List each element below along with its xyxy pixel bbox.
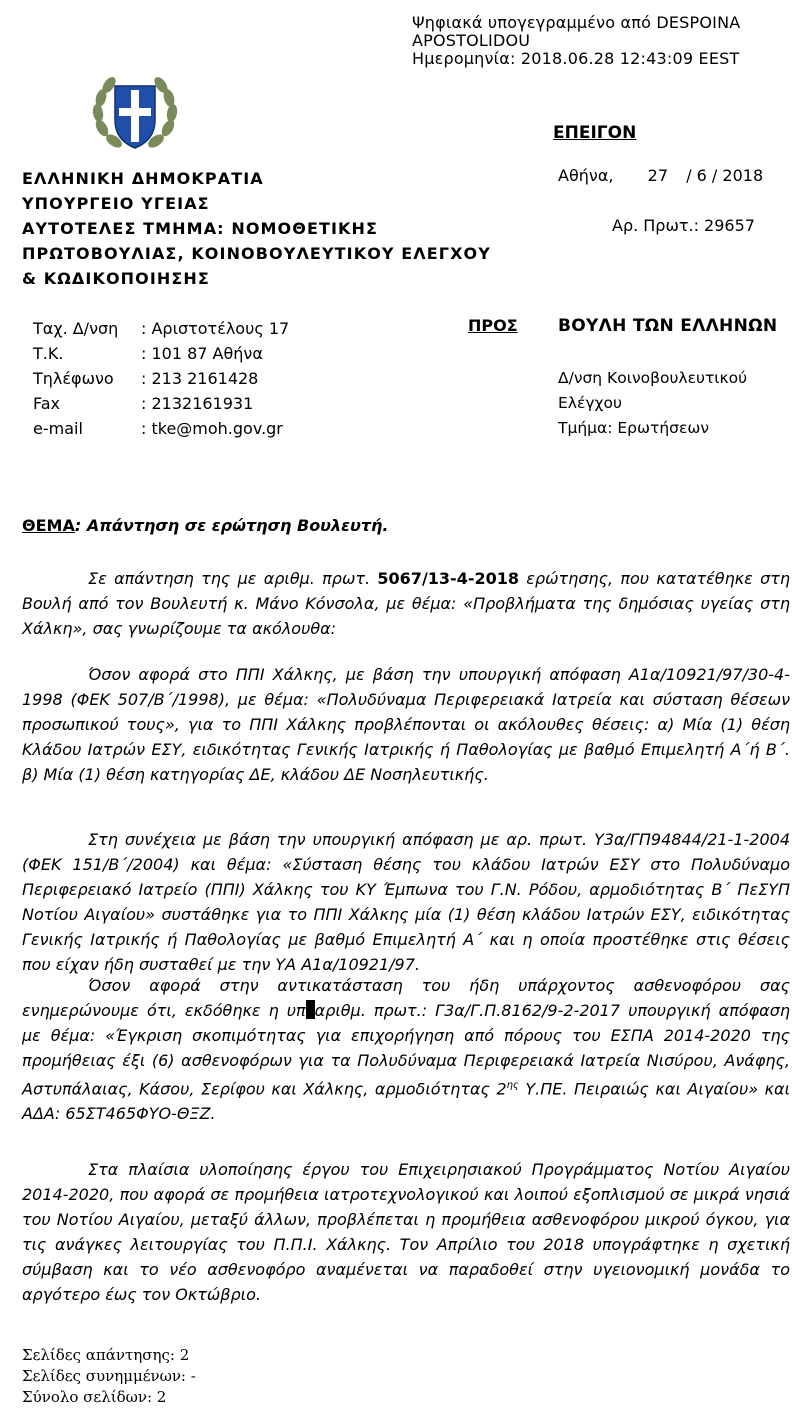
contact-value: : 213 2161428 (141, 369, 259, 388)
header-line-1: ΕΛΛΗΝΙΚΗ ΔΗΜΟΚΡΑΤΙΑ (22, 169, 264, 188)
pros-label: ΠΡΟΣ (468, 316, 518, 335)
date-month: / 6 / (686, 166, 718, 185)
header-line-2: ΥΠΟΥΡΓΕΙΟ ΥΓΕΙΑΣ (22, 194, 210, 213)
recipient-line-2: Ελέγχου (558, 394, 622, 412)
date-year: 2018 (722, 166, 764, 185)
recipient-line-3: Τμήμα: Ερωτήσεων (558, 419, 709, 437)
paragraph-4 (22, 973, 790, 1126)
contact-value: : tke@moh.gov.gr (141, 419, 283, 438)
contact-value: : Αριστοτέλους 17 (141, 319, 290, 338)
recipient-department (558, 366, 747, 441)
text-cursor-block (306, 1000, 315, 1019)
digital-signature-stamp (412, 14, 740, 68)
contact-value: : 2132161931 (141, 394, 254, 413)
paragraph-1 (22, 566, 790, 641)
paragraph-4-text-b: αριθμ. πρωτ.: Γ3α/Γ.Π.8162/9-2-2017 υπουργική απόφαση με θέμα: «Έγκριση σκοπιμότητας για επιχορήγηση από πόρους του ΕΣΠΑ 2014-2020 της προμήθειας έξι (6) ασθενοφόρων για τα Πολυδύναμα Περιφερειακά Ιατρεία Νισύρου, Ανάφης, Αστυπάλαιας, Κάσου, Σερίφου και Χάλκης, αρμοδιότητας 2 (22, 1001, 790, 1099)
contact-value: : 101 87 Αθήνα (141, 344, 263, 363)
signature-line-3: Ημερομηνία: 2018.06.28 12:43:09 EEST (412, 49, 740, 68)
date-day: 27 (647, 166, 668, 185)
hellenic-republic-emblem (90, 68, 180, 158)
subject-text: : Απάντηση σε ερώτηση Βουλευτή. (74, 516, 389, 535)
urgent-label: ΕΠΕΙΓΟΝ (553, 123, 637, 143)
paragraph-4-text-a: Όσον αφορά στην αντικατάσταση του ήδη υπάρχοντος ασθενοφόρου σας ενημερώνουμε ότι, εκδόθηκε η υπ (22, 976, 790, 1020)
signature-line-1: Ψηφιακά υπογεγραμμένο από DESPOINA (412, 13, 741, 32)
subject-label: ΘΕΜΑ (22, 516, 75, 535)
pages-attachments: Σελίδες συνημμένων: - (22, 1367, 196, 1385)
pages-total: Σύνολο σελίδων: 2 (22, 1388, 167, 1406)
page-count-info (22, 1345, 196, 1408)
subject-line (22, 516, 389, 535)
paragraph-1-text-a: Σε απάντηση της με αριθμ. πρωτ. (88, 569, 378, 588)
recipient-line-1: Δ/νση Κοινοβουλευτικού (558, 369, 748, 387)
paragraph-4-superscript: ης (506, 1080, 519, 1091)
recipient-name: ΒΟΥΛΗ ΤΩΝ ΕΛΛΗΝΩΝ (558, 316, 778, 336)
paragraph-3: Στη συνέχεια με βάση την υπουργική απόφαση με αρ. πρωτ. Υ3α/ΓΠ94844/21-1-2004 (ΦΕΚ 151/Β΄/2004) και θέμα: «Σύσταση θέσης του κλάδου Ιατρών ΕΣΥ στο Πολυδύναμο Περιφερειακό Ιατρείο (ΠΠΙ) Χάλκης του ΚΥ Έμπωνα του Γ.Ν. Ρόδου, αρμοδιότητας Β΄ ΠεΣΥΠ Νοτίου Αιγαίου» συστάθηκε για το ΠΠΙ Χάλκης μία (1) θέση κλάδου Ιατρών ΕΣΥ, ειδικότητας Γενικής Ιατρικής ή Παθολογίας με βαθμό Επιμελητή Α΄ και η οποία προστέθηκε στις θέσεις που είχαν ήδη συσταθεί με την ΥΑ Α1α/10921/97. (22, 830, 790, 974)
signature-line-2: APOSTOLIDOU (412, 31, 531, 50)
paragraph-4-text-c: Υ.ΠΕ. Πειραιώς και Αιγαίου» και ΑΔΑ: 65ΣΤ465ΦΥΟ-ΘΞΖ. (22, 1079, 791, 1124)
header-line-3: ΑΥΤΟΤΕΛΕΣ ΤΜΗΜΑ: ΝΟΜΟΘΕΤΙΚΗΣ (22, 219, 379, 238)
date-city: Αθήνα, (558, 166, 614, 185)
paragraph-5: Στα πλαίσια υλοποίησης έργου του Επιχειρησιακού Προγράμματος Νοτίου Αιγαίου 2014-2020, που αφορά σε προμήθεια ιατροτεχνολογικού και λοιπού εξοπλισμού σε μικρά νησιά του Νοτίου Αιγαίου, μεταξύ άλλων, προβλέπεται η προμήθεια ασθενοφόρου μικρού όγκου, για τις ανάγκες λειτουργίας του Π.Π.Ι. Χάλκης. Τον Απρίλιο του 2018 υπογράφτηκε η σχετική σύμβαση και το νέο ασθενοφόρο αναμένεται να παραδοθεί στην υγειονομική μονάδα το αργότερο έως τον Οκτώβριο. (22, 1160, 790, 1304)
pages-answer: Σελίδες απάντησης: 2 (22, 1346, 190, 1364)
header-line-4: ΠΡΩΤΟΒΟΥΛΙΑΣ, ΚΟΙΝΟΒΟΥΛΕΥΤΙΚΟΥ ΕΛΕΓΧΟΥ (22, 244, 491, 263)
contact-label: e-mail (33, 419, 83, 438)
document-date (558, 166, 763, 185)
paragraph-1-text-b: ερώτησης, που κατατέθηκε στη Βουλή από τον Βουλευτή κ. Μάνο Κόνσολα, με θέμα: «Προβλήματα της δημόσιας υγείας στη Χάλκη», σας γνωρίζουμε τα ακόλουθα: (22, 569, 791, 638)
contact-label: Τηλέφωνο (33, 369, 114, 388)
header-line-5: & ΚΩΔΙΚΟΠΟΙΗΣΗΣ (22, 269, 210, 288)
contact-label: Fax (33, 394, 61, 413)
question-number: 5067/13-4-2018 (377, 569, 519, 588)
paragraph-2: Όσον αφορά στο ΠΠΙ Χάλκης, με βάση την υπουργική απόφαση Α1α/10921/97/30-4-1998 (ΦΕΚ 507/Β΄/1998), με θέμα: «Πολυδύναμα Περιφερειακά Ιατρεία και σύσταση θέσεων προσωπικού τους», για το ΠΠΙ Χάλκης προβλέπονται οι ακόλουθες θέσεις: α) Μία (1) θέση Κλάδου Ιατρών ΕΣΥ, ειδικότητας Γενικής Ιατρικής ή Παθολογίας με βαθμό Επιμελητή Α΄ή Β΄. β) Μία (1) θέση κατηγορίας ΔΕ, κλάδου ΔΕ Νοσηλευτικής. (22, 665, 790, 784)
sender-header (22, 166, 491, 291)
contact-label: Ταχ. Δ/νση (33, 319, 119, 338)
protocol-number: Αρ. Πρωτ.: 29657 (612, 216, 755, 235)
contact-label: Τ.Κ. (33, 344, 64, 363)
